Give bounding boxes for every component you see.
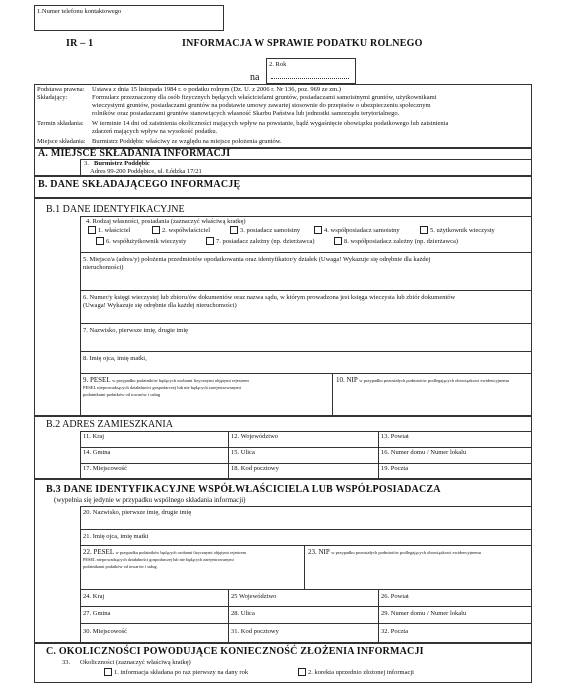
section-b3-subtitle: (wypełnia się jedynie w przypadku wspólnego składania informacji) — [54, 496, 246, 504]
field-5-label-2: nieruchomości) — [83, 264, 124, 271]
checkbox-icon[interactable] — [230, 226, 238, 234]
field-31-postal-code[interactable]: 31. Kod pocztowy — [231, 628, 279, 635]
option-label: 3. posiadacz samoistny — [240, 227, 301, 234]
field-6-label-2: (Uwaga! Wykazuje się odrębnie dla każdej nieruchomości) — [83, 302, 237, 309]
field-23-number: 23. NIP — [308, 548, 330, 556]
submitters-line-3: rolników oraz posiadaczami gruntów stanowiących własność Skarbu Państwa lub jednostki samorządu terytorialnego. — [92, 110, 400, 117]
option-label: 4. współposiadacz samoistny — [324, 227, 400, 234]
field-9-number: 9. PESEL — [83, 376, 111, 384]
field-7-label: 7. Nazwisko, pierwsze imię, drugie imię — [83, 327, 189, 334]
field-15-street[interactable]: 15. Ulica — [231, 449, 255, 456]
field-22-number: 22. PESEL — [83, 548, 114, 556]
field-4-option-6[interactable] — [96, 238, 186, 246]
field-9-description-3: podatnikami podatków od towarów i usług — [83, 392, 161, 397]
legal-basis-label: Podstawa prawna: — [37, 86, 85, 93]
field-32-post-office[interactable]: 32. Poczta — [381, 628, 409, 635]
field-3-name: Burmistrz Poddębic — [94, 160, 150, 167]
field-4-option-2[interactable] — [152, 227, 210, 235]
field-9-description-2: PESEL nieprowadzących działalności gospodarczej lub nie będących zarejestrowanymi — [83, 385, 241, 390]
submitters-line-1: Formularz przeznaczony dla osób fizycznych będących właścicielami gruntów, posiadaczami samoistnymi gruntów, użytkownikami — [92, 94, 437, 101]
field-8[interactable] — [80, 351, 532, 373]
field-3-address: Adres 99-200 Poddębice, ul. Łódzka 17/21 — [90, 168, 202, 175]
field-22-description-3: podatnikami podatków od towarów i usług — [83, 564, 157, 569]
field-33-label: Okoliczności (zaznaczyć właściwą kratkę) — [80, 659, 191, 666]
field-26-county[interactable]: 26. Powiat — [381, 593, 409, 600]
field-22-label — [83, 549, 246, 556]
section-c-title: C. OKOLICZNOŚCI POWODUJĄCE KONIECZNOŚĆ ZŁOŻENIA INFORMACJI — [46, 646, 424, 657]
field-22-description-2: PESEL nieprowadzących działalności gospodarczej lub nie będących zarejestrowanymi — [83, 557, 234, 562]
checkbox-icon[interactable] — [96, 237, 104, 245]
field-9-label — [83, 377, 249, 384]
field-18-postal-code[interactable]: 18. Kod pocztowy — [231, 465, 279, 472]
field-21-label: 21. Imię ojca, imię matki — [83, 533, 149, 540]
field-33-option-1[interactable] — [104, 669, 248, 677]
checkbox-icon[interactable] — [298, 668, 306, 676]
checkbox-icon[interactable] — [152, 226, 160, 234]
submitters-line-2: wieczystymi gruntów, posiadaczami gruntów na podstawie umowy zawartej stosownie do przepisów o ubezpieczeniu społecznym — [92, 102, 431, 109]
section-a-title: A. MIEJSCE SKŁADANIA INFORMACJI — [38, 148, 231, 159]
field-19-post-office[interactable]: 19. Poczta — [381, 465, 409, 472]
year-na-label: na — [250, 72, 260, 83]
field-25-voivodeship[interactable]: 25 Województwo — [231, 593, 277, 600]
field-5-label-1: 5. Miejsce/a (adres/y) położenia przedmiotów opodatkowania oraz identyfikator/y działek (Uwaga! Wykazuje się odrębnie dla każdej — [83, 256, 431, 263]
field-27-commune[interactable]: 27. Gmina — [83, 610, 111, 617]
deadline-line-1: W terminie 14 dni od zaistnienia okoliczności mających wpływ na powstanie, bądź wygaśnięcie obowiązku podatkowego lub zaistnienia — [92, 120, 449, 127]
deadline-line-2: zdarzeń mających wpływ na wysokość podatku. — [92, 128, 218, 135]
field-20-label: 20. Nazwisko, pierwsze imię, drugie imię — [83, 509, 192, 516]
field-28-street[interactable]: 28. Ulica — [231, 610, 255, 617]
field-10-number: 10. NIP — [336, 376, 358, 384]
section-b-title: B. DANE SKŁADAJĄCEGO INFORMACJĘ — [38, 179, 241, 190]
phone-label: 1.Numer telefonu kontaktowego — [37, 8, 122, 15]
submitters-label: Składający: — [37, 94, 68, 101]
field-9-description-1: w przypadku podatników będących osobami fizycznymi objętymi rejestrem — [112, 378, 249, 383]
field-33-option-2[interactable] — [298, 669, 414, 677]
option-label: 5. użytkownik wieczysty — [430, 227, 495, 234]
field-16-house-number[interactable]: 16. Numer domu / Numer lokalu — [381, 449, 467, 456]
deadline-label: Termin składania: — [37, 120, 84, 127]
field-13-county[interactable]: 13. Powiat — [381, 433, 409, 440]
checkbox-icon[interactable] — [206, 237, 214, 245]
checkbox-icon[interactable] — [104, 668, 112, 676]
section-b2-title: B.2 ADRES ZAMIESZKANIA — [46, 419, 173, 430]
field-6-label-1: 6. Numer/y księgi wieczystej lub zbioru/ów dokumentów oraz nazwa sądu, w którym prowadzona jest księga wieczysta lub zbiór dokumentów — [83, 294, 456, 301]
option-label: 7. posiadacz zależny (np. dzierżawca) — [216, 238, 315, 245]
year-label: 2. Rok — [269, 61, 287, 68]
field-24-country[interactable]: 24. Kraj — [83, 593, 105, 600]
place: Burmistrz Poddębic właściwy ze względu na miejsce położenia gruntów. — [92, 138, 282, 145]
field-23-label — [308, 549, 481, 556]
option-label: 8. współposiadacz zależny (np. dzierżawca) — [344, 238, 459, 245]
checkbox-icon[interactable] — [314, 226, 322, 234]
field-12-voivodeship[interactable]: 12. Województwo — [231, 433, 279, 440]
field-4-option-4[interactable] — [314, 227, 400, 235]
checkbox-icon[interactable] — [334, 237, 342, 245]
field-4-option-8[interactable] — [334, 238, 458, 246]
field-3-label: 3. — [84, 160, 89, 167]
option-label: 6. współużytkownik wieczysty — [106, 238, 187, 245]
field-4-option-3[interactable] — [230, 227, 300, 235]
field-4-option-1[interactable] — [88, 227, 131, 235]
section-b1-title: B.1 DANE IDENTYFIKACYJNE — [46, 204, 185, 215]
field-30-city[interactable]: 30. Miejscowość — [83, 628, 128, 635]
field-23-description: w przypadku pozostałych podmiotów podlegających obowiązkowi ewidencyjnemu — [331, 550, 481, 555]
option-label: 2. korekta uprzednio złożonej informacji — [308, 669, 414, 676]
field-11-country[interactable]: 11. Kraj — [83, 433, 105, 440]
field-22-description-1: w przypadku podatników będących osobami fizycznymi objętymi rejestrem — [115, 550, 247, 555]
field-4-option-5[interactable] — [420, 227, 495, 235]
form-code: IR – 1 — [66, 38, 94, 49]
field-4-option-7[interactable] — [206, 238, 315, 246]
field-4-label: 4. Rodzaj własności, posiadania (zaznaczyć właściwą kratkę) — [86, 218, 246, 225]
field-10-label — [336, 377, 509, 384]
section-b3-title: B.3 DANE IDENTYFIKACYJNE WSPÓŁWŁAŚCICIELA LUB WSPÓŁPOSIADACZA — [46, 484, 441, 495]
field-14-commune[interactable]: 14. Gmina — [83, 449, 111, 456]
checkbox-icon[interactable] — [88, 226, 96, 234]
option-label: 2. współwłaściciel — [162, 227, 211, 234]
field-10-description: w przypadku pozostałych podmiotów podlegających obowiązkowi ewidencyjnemu — [359, 378, 509, 383]
place-label: Miejsce składania: — [37, 138, 86, 145]
option-label: 1. właściciel — [98, 227, 131, 234]
checkbox-icon[interactable] — [420, 226, 428, 234]
field-33-number: 33. — [62, 659, 71, 666]
page-title: INFORMACJA W SPRAWIE PODATKU ROLNEGO — [182, 38, 423, 49]
legal-basis: Ustawa z dnia 15 listopada 1984 r. o podatku rolnym (Dz. U. z 2006 r. Nr 136, poz. 969 ze zm.) — [92, 86, 341, 93]
option-label: 1. informacja składana po raz pierwszy na dany rok — [114, 669, 249, 676]
field-8-label: 8. Imię ojca, imię matki, — [83, 355, 147, 362]
field-17-city[interactable]: 17. Miejscowość — [83, 465, 128, 472]
field-29-house-number[interactable]: 29. Numer domu / Numer lokalu — [381, 610, 467, 617]
